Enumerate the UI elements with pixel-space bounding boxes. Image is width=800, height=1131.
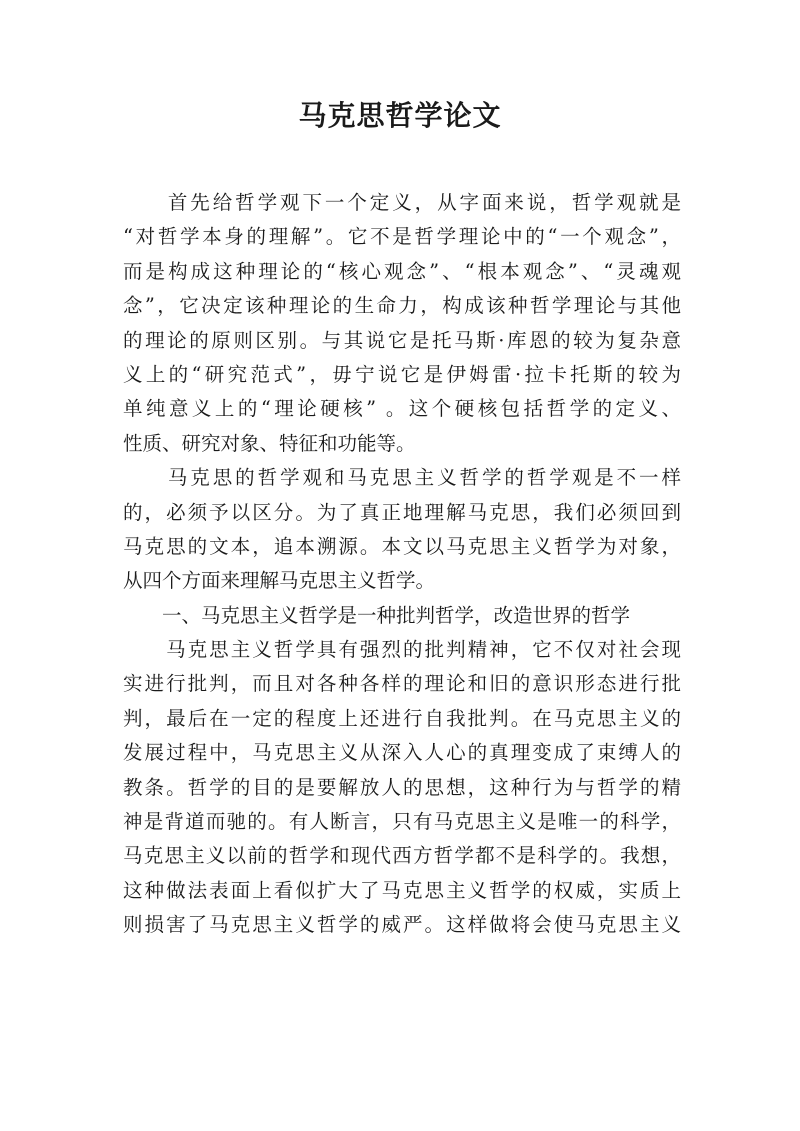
section-heading: 一、马克思主义哲学是一种批判哲学，改造世界的哲学 [123, 603, 631, 627]
text-line: 实进行批判，而且对各种各样的理论和旧的意识形态进行批 [123, 672, 681, 696]
text-line: 单纯意义上的“理论硬核” 。这个硬核包括哲学的定义、 [123, 397, 681, 421]
text-line: 这种做法表面上看似扩大了马克思主义哲学的权威，实质上 [123, 878, 681, 902]
text-line: 的理论的原则区别。与其说它是托马斯·库恩的较为复杂意 [123, 328, 681, 352]
text-line: 发展过程中，马克思主义从深入人心的真理变成了束缚人的 [123, 741, 681, 765]
text-line: 从四个方面来理解马克思主义哲学。 [123, 569, 436, 593]
document-body [123, 186, 681, 943]
text-line: 性质、研究对象、特征和功能等。 [123, 431, 416, 455]
text-line: 判，最后在一定的程度上还进行自我批判。在马克思主义的 [123, 706, 681, 730]
text-line: 的，必须予以区分。为了真正地理解马克思，我们必须回到 [123, 500, 681, 524]
text-line: 念”，它决定该种理论的生命力，构成该种哲学理论与其他 [123, 294, 681, 318]
text-line: “对哲学本身的理解”。它不是哲学理论中的“一个观念”， [123, 225, 681, 249]
text-line: 则损害了马克思主义哲学的威严。这样做将会使马克思主义 [123, 913, 681, 937]
text-line: 教条。哲学的目的是要解放人的思想，这种行为与哲学的精 [123, 775, 681, 799]
text-line: 马克思的哲学观和马克思主义哲学的哲学观是不一样 [123, 466, 681, 490]
text-line: 义上的“研究范式”，毋宁说它是伊姆雷·拉卡托斯的较为 [123, 362, 681, 386]
document-title: 马克思哲学论文 [298, 99, 502, 132]
text-line: 神是背道而驰的。有人断言，只有马克思主义是唯一的科学， [123, 810, 681, 834]
text-line: 马克思主义哲学具有强烈的批判精神，它不仅对社会现 [123, 638, 681, 662]
text-line: 马克思主义以前的哲学和现代西方哲学都不是科学的。我想， [123, 844, 681, 868]
text-line: 马克思的文本，追本溯源。本文以马克思主义哲学为对象， [123, 534, 681, 558]
text-line: 首先给哲学观下一个定义，从字面来说，哲学观就是 [123, 191, 681, 214]
text-line: 而是构成这种理论的“核心观念”、“根本观念”、“灵魂观 [123, 259, 681, 283]
